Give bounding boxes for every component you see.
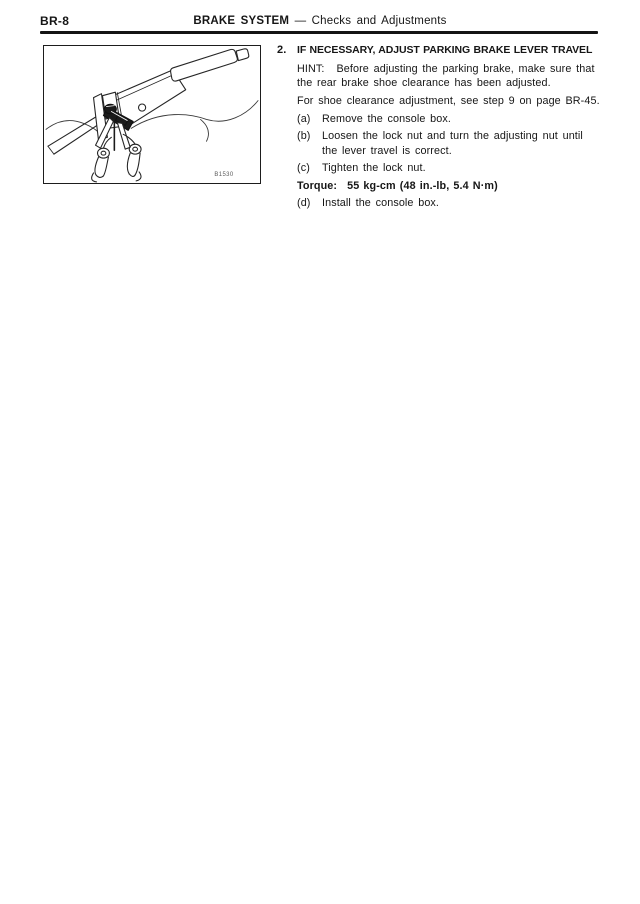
substep-b — [297, 129, 607, 158]
substep-d — [297, 196, 607, 211]
page-header — [0, 15, 640, 27]
hint-label: HINT: — [297, 62, 325, 75]
substep-b-line-1: Loosen the lock nut and turn the adjusting nut until — [322, 130, 583, 142]
torque-label: Torque: — [297, 179, 338, 192]
substep-a-label: (a) — [297, 112, 311, 125]
reference-line: For shoe clearance adjustment, see step 9 on page BR-45. — [297, 95, 600, 107]
step-number: 2. — [277, 44, 287, 56]
substep-a — [297, 112, 607, 127]
hint-paragraph — [297, 62, 607, 91]
section-subtitle: — Checks and Adjustments — [294, 15, 447, 27]
section-title: BRAKE SYSTEM — [193, 15, 290, 27]
parking-brake-lever-illustration — [44, 46, 260, 183]
substep-a-text: Remove the console box. — [322, 112, 451, 125]
figure-parking-brake-lever — [43, 45, 261, 184]
step-title: IF NECESSARY, ADJUST PARKING BRAKE LEVER TRAVEL — [297, 44, 593, 56]
step-2 — [277, 43, 607, 211]
substep-c — [297, 161, 607, 176]
substep-d-label: (d) — [297, 197, 311, 209]
substep-b-line-2: the lever travel is correct. — [322, 144, 452, 157]
hint-line-1: Before adjusting the parking brake, make sure that — [336, 62, 595, 75]
header-rule — [40, 31, 598, 34]
substep-d-text: Install the console box. — [322, 197, 440, 209]
figure-code: B1530 — [214, 171, 234, 178]
hint-line-2: the rear brake shoe clearance has been adjusted. — [297, 77, 551, 89]
torque-value: 55 kg-cm (48 in.-lb, 5.4 N·m) — [347, 179, 498, 192]
page-code: BR-8 — [40, 14, 70, 28]
substep-c-text: Tighten the lock nut. — [322, 162, 426, 174]
torque-spec — [297, 179, 607, 194]
substep-c-label: (c) — [297, 162, 310, 174]
substep-b-label: (b) — [297, 130, 311, 142]
